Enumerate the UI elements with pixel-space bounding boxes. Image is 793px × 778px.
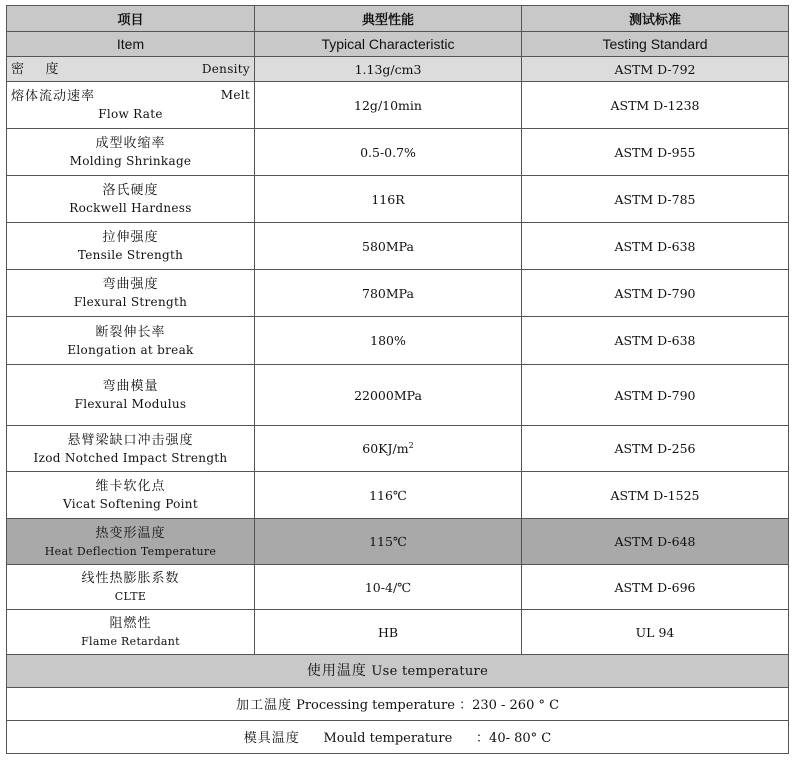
property-name-cn: 线性热膨胀系数	[81, 571, 180, 586]
processing-temperature-row	[7, 688, 789, 721]
property-name-cell	[7, 82, 255, 129]
property-standard: ASTM D-792	[522, 57, 789, 82]
property-standard: ASTM D-1238	[522, 82, 789, 129]
property-name-en: CLTE	[114, 590, 147, 603]
table-row	[7, 365, 789, 426]
property-value: 116R	[255, 176, 522, 223]
property-name-en: Flame Retardant	[81, 635, 180, 648]
property-name-cell	[7, 223, 255, 270]
table-row	[7, 129, 789, 176]
mould-temperature-cn: 模具温度	[243, 730, 300, 746]
property-name-en: Rockwell Hardness	[69, 201, 192, 215]
property-value-main: 60KJ/m	[362, 441, 409, 457]
table-row	[7, 317, 789, 365]
table-row	[7, 610, 789, 655]
mould-temperature-row	[7, 721, 789, 754]
property-standard: ASTM D-785	[522, 176, 789, 223]
header-item-cn: 项目	[7, 6, 255, 32]
property-name-cn: 断裂伸长率	[95, 324, 166, 340]
use-temperature-title	[7, 655, 789, 688]
property-name-en: Molding Shrinkage	[69, 154, 192, 168]
property-standard: ASTM D-1525	[522, 472, 789, 519]
property-name-en: Heat Deflection Temperature	[44, 544, 217, 558]
table-row	[7, 57, 789, 82]
property-name-cn: 成型收缩率	[95, 136, 166, 151]
processing-temperature-cell	[7, 688, 789, 721]
header-row-chinese	[7, 6, 789, 32]
property-name-en: Elongation at break	[67, 342, 194, 357]
table-row	[7, 223, 789, 270]
property-value: 580MPa	[255, 223, 522, 270]
property-name-cn: 悬臂梁缺口冲击强度	[67, 432, 194, 448]
property-value-superscript: 2	[408, 440, 414, 450]
table-row	[7, 176, 789, 223]
property-name-cell	[7, 176, 255, 223]
use-temperature-title-en: Use temperature	[371, 663, 489, 679]
property-name-cell	[7, 519, 255, 565]
property-value	[255, 426, 522, 472]
property-name-cn: 弯曲强度	[102, 277, 159, 292]
property-value: HB	[255, 610, 522, 655]
property-value: 10-4/℃	[255, 565, 522, 610]
mould-temperature-cell	[7, 721, 789, 754]
property-name-cell	[7, 57, 255, 82]
property-name-cell	[7, 365, 255, 426]
property-name-cn: 洛氏硬度	[102, 183, 159, 198]
property-name-cell	[7, 610, 255, 655]
property-name-cn: 维卡软化点	[95, 479, 166, 494]
property-standard: ASTM D-638	[522, 223, 789, 270]
property-name-en: Density	[201, 61, 250, 76]
property-name-cn: 弯曲模量	[102, 379, 159, 394]
table-row	[7, 565, 789, 610]
property-name-cell	[7, 317, 255, 365]
property-value: 115℃	[255, 519, 522, 565]
property-name-en: Flexural Modulus	[74, 397, 187, 411]
property-name-en-part1: Melt	[220, 88, 250, 102]
property-standard: ASTM D-696	[522, 565, 789, 610]
property-name-en: Vicat Softening Point	[63, 497, 198, 511]
table-row	[7, 82, 789, 129]
property-name-cell	[7, 565, 255, 610]
property-standard: ASTM D-256	[522, 426, 789, 472]
property-name-en: Tensile Strength	[77, 248, 184, 262]
properties-table	[6, 5, 789, 754]
property-standard: ASTM D-790	[522, 365, 789, 426]
table-row	[7, 426, 789, 472]
property-value: 1.13g/cm3	[255, 57, 522, 82]
header-row-english	[7, 32, 789, 57]
table-row	[7, 270, 789, 317]
property-value: 22000MPa	[255, 365, 522, 426]
header-standard-en: Testing Standard	[522, 32, 789, 57]
property-standard: ASTM D-648	[522, 519, 789, 565]
property-value: 12g/10min	[255, 82, 522, 129]
property-value: 116℃	[255, 472, 522, 519]
property-name-cell	[7, 270, 255, 317]
processing-temperature-en: Processing temperature	[296, 697, 455, 713]
property-standard: ASTM D-638	[522, 317, 789, 365]
property-name-en: Flexural Strength	[73, 295, 188, 309]
header-standard-cn: 测试标准	[522, 6, 789, 32]
property-value: 0.5-0.7%	[255, 129, 522, 176]
property-name-cell	[7, 129, 255, 176]
property-name-cell	[7, 426, 255, 472]
property-name-en-part2: Flow Rate	[98, 107, 163, 121]
use-temperature-title-cn: 使用温度	[306, 662, 367, 679]
processing-temperature-cn: 加工温度	[235, 697, 292, 713]
property-name-en: Izod Notched Impact Strength	[33, 450, 228, 465]
property-name-cn: 拉伸强度	[102, 230, 159, 245]
table-row	[7, 472, 789, 519]
processing-temperature-value: ：230 - 260 ° C	[459, 697, 560, 713]
header-characteristic-en: Typical Characteristic	[255, 32, 522, 57]
property-name-cell	[7, 472, 255, 519]
property-standard: ASTM D-955	[522, 129, 789, 176]
use-temperature-header-row	[7, 655, 789, 688]
property-name-cn: 阻燃性	[109, 616, 152, 631]
property-standard: ASTM D-790	[522, 270, 789, 317]
property-standard: UL 94	[522, 610, 789, 655]
header-item-en: Item	[7, 32, 255, 57]
property-name-cn: 密 度	[11, 61, 60, 77]
mould-temperature-en: Mould temperature	[323, 730, 453, 746]
property-value: 180%	[255, 317, 522, 365]
header-characteristic-cn: 典型性能	[255, 6, 522, 32]
mould-temperature-value: ：40- 80° C	[476, 730, 552, 746]
table-row-highlighted	[7, 519, 789, 565]
property-value: 780MPa	[255, 270, 522, 317]
property-name-cn: 熔体流动速率	[11, 89, 96, 104]
property-name-cn: 热变形温度	[95, 525, 166, 541]
